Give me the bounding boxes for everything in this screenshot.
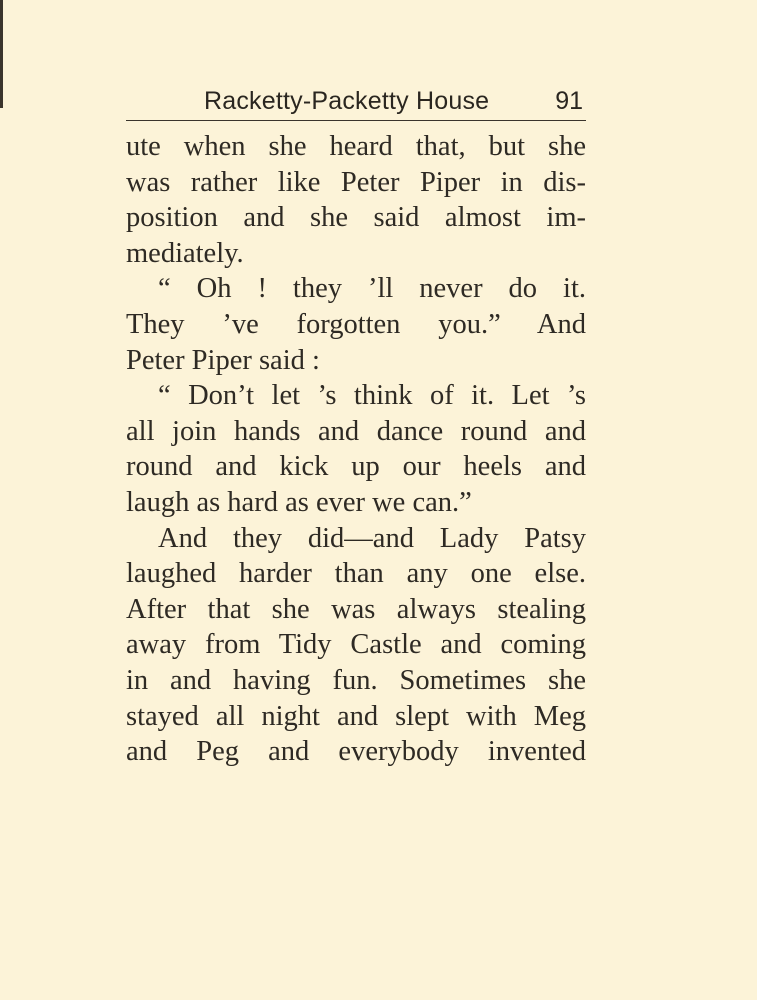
text-line: in and having fun. Sometimes she (126, 664, 586, 696)
running-head (126, 82, 586, 121)
page-edge-shadow (0, 0, 3, 108)
text-line: Peter Piper said : (126, 344, 320, 376)
page-number: 91 (555, 87, 583, 115)
text-line: all join hands and dance round and (126, 415, 586, 447)
text-line: round and kick up our heels and (126, 451, 586, 483)
text-line: and Peg and everybody invented (126, 736, 586, 768)
text-line: ute when she heard that, but she (126, 131, 586, 162)
text-line: mediately. (126, 237, 244, 269)
text-line: “ Oh ! they ’ll never do it. (158, 273, 586, 305)
body-text (126, 129, 586, 770)
text-line: And they did—and Lady Patsy (158, 522, 586, 554)
text-line: After that she was always stealing (126, 593, 586, 625)
text-line: They ’ve forgotten you.” And (126, 308, 586, 340)
text-line: position and she said almost im- (126, 202, 586, 234)
text-line: away from Tidy Castle and coming (126, 629, 586, 661)
text-line: was rather like Peter Piper in dis- (126, 166, 586, 198)
book-title: Racketty-Packetty House (204, 87, 490, 115)
text-line: stayed all night and slept with Meg (126, 700, 586, 732)
text-line: laughed harder than any one else. (126, 558, 586, 590)
text-line: laugh as hard as ever we can.” (126, 486, 472, 518)
text-line: “ Don’t let ’s think of it. Let ’s (158, 380, 586, 412)
